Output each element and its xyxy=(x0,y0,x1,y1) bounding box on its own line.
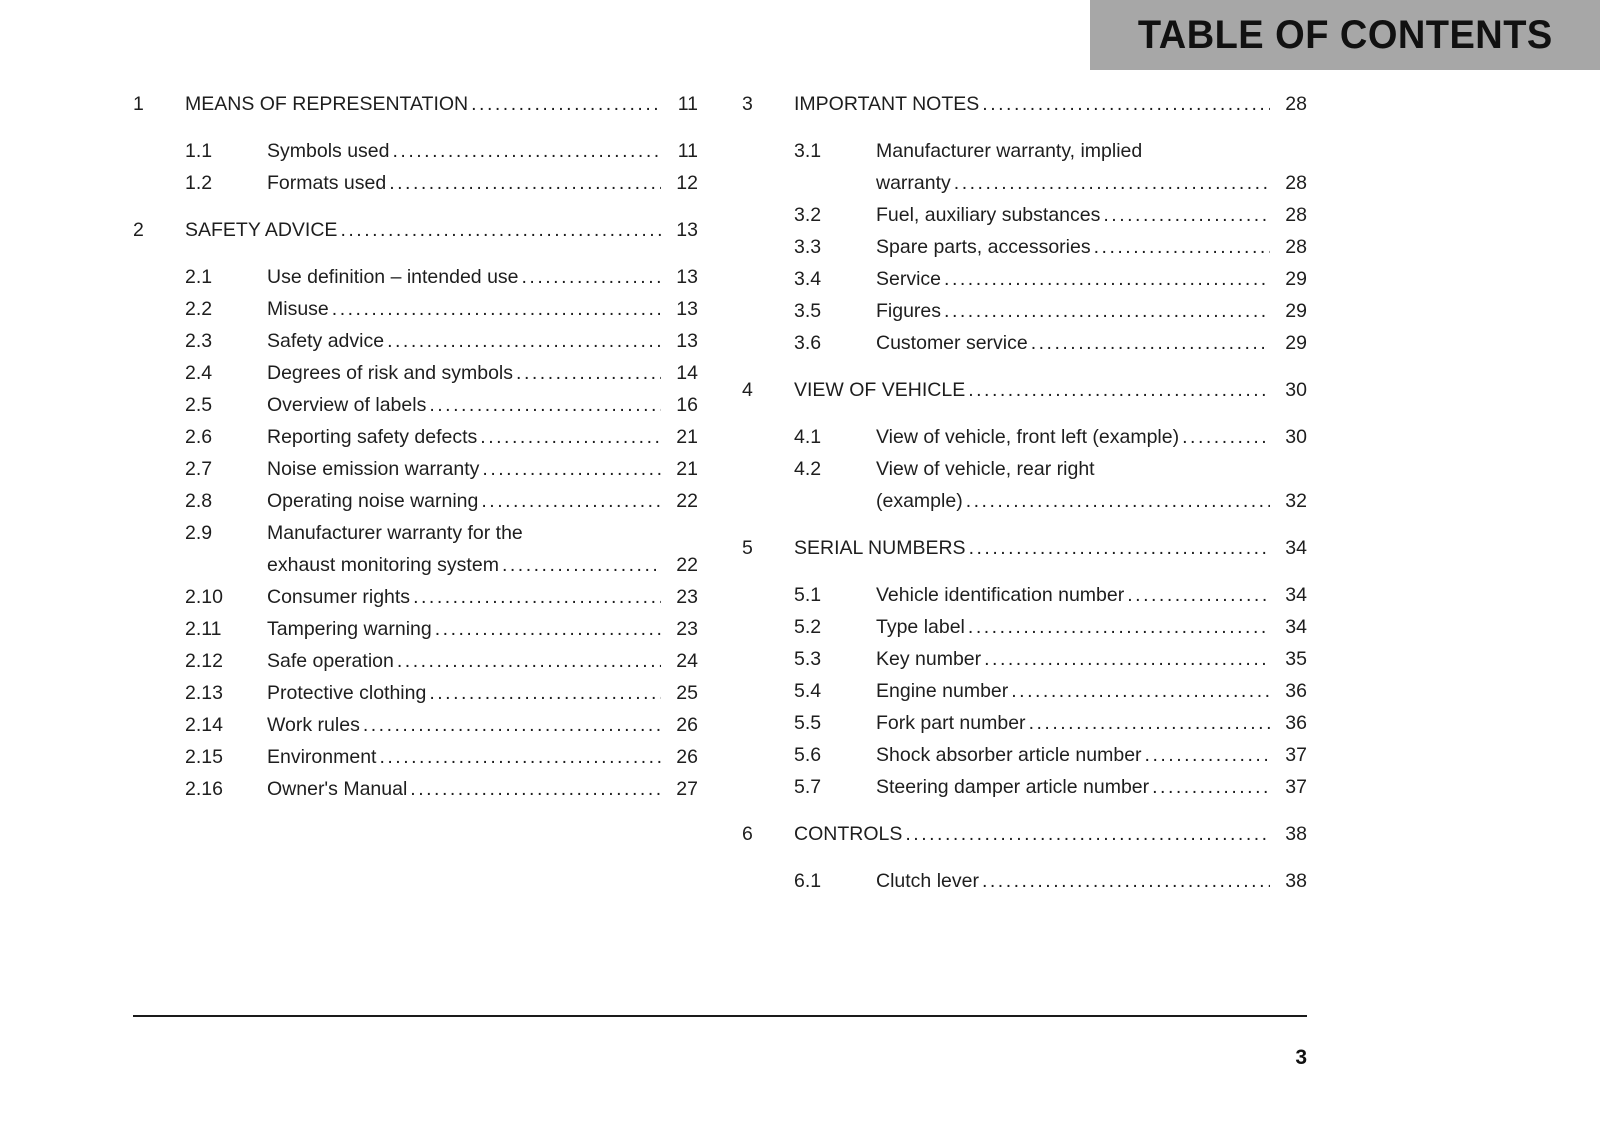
entry-body xyxy=(876,579,1307,611)
entry-number: 2.15 xyxy=(185,746,223,768)
toc-entry-row xyxy=(133,261,698,293)
dot-leader xyxy=(968,611,1270,643)
entry-page: 22 xyxy=(676,490,698,512)
toc-line xyxy=(794,818,1307,850)
entry-body xyxy=(876,771,1307,803)
dot-leader xyxy=(480,421,661,453)
dot-leader xyxy=(471,88,661,120)
entry-page: 14 xyxy=(676,362,698,384)
entry-body xyxy=(267,357,698,389)
dot-leader xyxy=(429,677,661,709)
entry-title: Degrees of risk and symbols xyxy=(267,362,514,384)
entry-page: 36 xyxy=(1285,712,1307,734)
entry-page: 13 xyxy=(676,330,698,352)
section-title: CONTROLS xyxy=(794,823,903,845)
entry-page: 13 xyxy=(676,298,698,320)
toc-line xyxy=(794,374,1307,406)
toc-entry-row xyxy=(133,357,698,389)
toc-line xyxy=(876,485,1307,517)
toc-line xyxy=(267,773,698,805)
section-title: IMPORTANT NOTES xyxy=(794,93,980,115)
entry-body xyxy=(267,421,698,453)
entry-title: Safe operation xyxy=(267,650,394,672)
entry-number: 2.4 xyxy=(185,362,213,384)
section-title: MEANS OF REPRESENTATION xyxy=(185,93,469,115)
toc-entry-row xyxy=(133,135,698,167)
toc-section-row xyxy=(742,88,1307,120)
dot-leader xyxy=(969,532,1270,564)
toc-entry-row xyxy=(742,295,1307,327)
toc-line xyxy=(876,675,1307,707)
dot-leader xyxy=(413,581,661,613)
entry-body xyxy=(876,739,1307,771)
toc-line xyxy=(267,709,698,741)
section-page: 28 xyxy=(1285,93,1307,115)
toc-entry-row xyxy=(133,325,698,357)
entry-title: Vehicle identification number xyxy=(876,584,1125,606)
dot-leader xyxy=(379,741,661,773)
dot-leader xyxy=(482,453,661,485)
toc-line xyxy=(267,485,698,517)
dot-leader xyxy=(429,389,661,421)
toc-entry-row xyxy=(742,865,1307,897)
toc-line xyxy=(794,532,1307,564)
entry-page: 23 xyxy=(676,586,698,608)
entry-title: Reporting safety defects xyxy=(267,426,478,448)
entry-body xyxy=(267,389,698,421)
toc-section-row xyxy=(133,88,698,120)
toc-line xyxy=(876,327,1307,359)
entry-body xyxy=(267,325,698,357)
entry-body xyxy=(876,231,1307,263)
entry-page: 23 xyxy=(676,618,698,640)
entry-number: 2.14 xyxy=(185,714,223,736)
entry-body xyxy=(267,613,698,645)
toc-entry-row xyxy=(742,643,1307,675)
section-number: 3 xyxy=(742,93,753,115)
entry-title: exhaust monitoring system xyxy=(267,554,499,576)
toc-column xyxy=(742,88,1307,897)
entry-title: Customer service xyxy=(876,332,1028,354)
entry-body xyxy=(876,295,1307,327)
section-page: 38 xyxy=(1285,823,1307,845)
entry-number: 1.1 xyxy=(185,140,213,162)
entry-page: 37 xyxy=(1285,776,1307,798)
entry-title: warranty xyxy=(876,172,951,194)
entry-body xyxy=(267,261,698,293)
dot-leader xyxy=(1152,771,1270,803)
toc-line xyxy=(267,421,698,453)
toc-line xyxy=(267,581,698,613)
section-body xyxy=(794,374,1307,406)
entry-number: 5.5 xyxy=(794,712,822,734)
toc-entry-row xyxy=(742,231,1307,263)
entry-page: 28 xyxy=(1285,204,1307,226)
dot-leader xyxy=(435,613,661,645)
section-body xyxy=(794,88,1307,120)
dot-leader xyxy=(968,374,1270,406)
dot-leader xyxy=(410,773,661,805)
toc-line xyxy=(876,865,1307,897)
entry-title: Fork part number xyxy=(876,712,1026,734)
entry-page: 29 xyxy=(1285,268,1307,290)
toc-entry-row xyxy=(133,741,698,773)
section-page: 30 xyxy=(1285,379,1307,401)
toc-section-row xyxy=(742,818,1307,850)
toc-entry-row xyxy=(742,611,1307,643)
toc-line xyxy=(876,579,1307,611)
toc-line xyxy=(267,549,698,581)
toc-entry-row xyxy=(133,677,698,709)
entry-page: 30 xyxy=(1285,426,1307,448)
entry-number: 2.10 xyxy=(185,586,223,608)
toc-line xyxy=(267,677,698,709)
toc-line xyxy=(267,261,698,293)
entry-title: Consumer rights xyxy=(267,586,411,608)
toc-line xyxy=(876,611,1307,643)
entry-title: Manufacturer warranty, implied xyxy=(876,140,1143,162)
entry-page: 16 xyxy=(676,394,698,416)
toc-line xyxy=(267,167,698,199)
entry-page: 32 xyxy=(1285,490,1307,512)
entry-number: 2.2 xyxy=(185,298,213,320)
entry-title: Manufacturer warranty for the xyxy=(267,522,523,544)
entry-number: 2.12 xyxy=(185,650,223,672)
entry-page: 34 xyxy=(1285,616,1307,638)
entry-title: Clutch lever xyxy=(876,870,979,892)
section-page: 34 xyxy=(1285,537,1307,559)
dot-leader xyxy=(982,865,1270,897)
entry-number: 3.3 xyxy=(794,236,822,258)
dot-leader xyxy=(502,549,661,581)
dot-leader xyxy=(1182,421,1270,453)
toc-line xyxy=(876,199,1307,231)
section-number: 4 xyxy=(742,379,753,401)
entry-body xyxy=(267,453,698,485)
entry-title: Work rules xyxy=(267,714,360,736)
dot-leader xyxy=(363,709,661,741)
toc-line xyxy=(185,88,698,120)
toc-section-row xyxy=(742,532,1307,564)
dot-leader xyxy=(389,167,661,199)
entry-body xyxy=(876,327,1307,359)
toc-section-row xyxy=(742,374,1307,406)
toc-line xyxy=(267,389,698,421)
toc-line xyxy=(267,453,698,485)
entry-number: 2.11 xyxy=(185,618,222,640)
toc-entry-row xyxy=(742,739,1307,771)
toc-entry-row xyxy=(133,581,698,613)
entry-page: 13 xyxy=(676,266,698,288)
entry-number: 5.4 xyxy=(794,680,822,702)
dot-leader xyxy=(944,263,1270,295)
entry-title: Overview of labels xyxy=(267,394,427,416)
entry-page: 21 xyxy=(676,426,698,448)
dot-leader xyxy=(1103,199,1270,231)
entry-number: 5.6 xyxy=(794,744,822,766)
toc-line xyxy=(185,214,698,246)
entry-title: Formats used xyxy=(267,172,387,194)
dot-leader xyxy=(387,325,661,357)
toc-entry-row xyxy=(742,421,1307,453)
dot-leader xyxy=(1011,675,1270,707)
toc-line xyxy=(876,421,1307,453)
toc-line xyxy=(876,707,1307,739)
entry-title: Use definition – intended use xyxy=(267,266,519,288)
entry-body xyxy=(267,581,698,613)
toc-line xyxy=(267,357,698,389)
dot-leader xyxy=(392,135,661,167)
entry-title: Engine number xyxy=(876,680,1009,702)
entry-page: 38 xyxy=(1285,870,1307,892)
entry-page: 25 xyxy=(676,682,698,704)
dot-leader xyxy=(481,485,661,517)
toc-line xyxy=(876,771,1307,803)
toc-entry-row xyxy=(133,421,698,453)
entry-title: Symbols used xyxy=(267,140,390,162)
toc-line xyxy=(876,231,1307,263)
toc-entry-row xyxy=(133,709,698,741)
toc-entry-row xyxy=(133,167,698,199)
entry-body xyxy=(876,135,1307,199)
entry-body xyxy=(876,263,1307,295)
entry-number: 5.1 xyxy=(794,584,822,606)
toc-entry-row xyxy=(742,707,1307,739)
toc-line xyxy=(267,325,698,357)
entry-body xyxy=(267,677,698,709)
entry-number: 2.6 xyxy=(185,426,213,448)
dot-leader xyxy=(340,214,661,246)
toc-line xyxy=(267,613,698,645)
entry-title: Owner's Manual xyxy=(267,778,408,800)
entry-page: 29 xyxy=(1285,332,1307,354)
page-title: TABLE OF CONTENTS xyxy=(1137,12,1553,57)
entry-title: Shock absorber article number xyxy=(876,744,1142,766)
entry-page: 28 xyxy=(1285,236,1307,258)
toc-line xyxy=(267,135,698,167)
entry-title: Tampering warning xyxy=(267,618,432,640)
entry-number: 3.5 xyxy=(794,300,822,322)
toc-entry-row xyxy=(133,293,698,325)
toc-entry-row xyxy=(742,263,1307,295)
entry-page: 22 xyxy=(676,554,698,576)
section-title: SERIAL NUMBERS xyxy=(794,537,966,559)
toc-line xyxy=(876,135,1307,167)
section-body xyxy=(185,214,698,246)
dot-leader xyxy=(1127,579,1270,611)
section-body xyxy=(794,818,1307,850)
entry-body xyxy=(267,485,698,517)
entry-title: Misuse xyxy=(267,298,329,320)
dot-leader xyxy=(522,261,661,293)
footer-rule xyxy=(133,1015,1307,1017)
dot-leader xyxy=(332,293,661,325)
entry-title: View of vehicle, front left (example) xyxy=(876,426,1180,448)
toc-entry-row xyxy=(742,453,1307,517)
entry-title: Key number xyxy=(876,648,982,670)
entry-number: 4.1 xyxy=(794,426,822,448)
entry-number: 2.7 xyxy=(185,458,213,480)
entry-page: 29 xyxy=(1285,300,1307,322)
toc-entry-row xyxy=(742,675,1307,707)
section-body xyxy=(794,532,1307,564)
entry-body xyxy=(876,421,1307,453)
dot-leader xyxy=(1029,707,1270,739)
entry-body xyxy=(267,293,698,325)
toc-line xyxy=(267,741,698,773)
entry-page: 26 xyxy=(676,746,698,768)
entry-number: 6.1 xyxy=(794,870,822,892)
section-page: 13 xyxy=(676,219,698,241)
entry-number: 3.4 xyxy=(794,268,822,290)
entry-body xyxy=(267,645,698,677)
toc-entry-row xyxy=(742,579,1307,611)
toc-entry-row xyxy=(133,517,698,581)
entry-title: Steering damper article number xyxy=(876,776,1150,798)
entry-number: 3.6 xyxy=(794,332,822,354)
entry-body xyxy=(267,741,698,773)
dot-leader xyxy=(1094,231,1270,263)
dot-leader xyxy=(966,485,1270,517)
entry-number: 2.13 xyxy=(185,682,223,704)
entry-page: 21 xyxy=(676,458,698,480)
toc-line xyxy=(876,739,1307,771)
entry-number: 2.9 xyxy=(185,522,213,544)
toc-line xyxy=(876,167,1307,199)
entry-page: 24 xyxy=(676,650,698,672)
section-number: 1 xyxy=(133,93,144,115)
entry-number: 4.2 xyxy=(794,458,822,480)
toc-entry-row xyxy=(742,135,1307,199)
entry-page: 37 xyxy=(1285,744,1307,766)
entry-title: Environment xyxy=(267,746,377,768)
entry-number: 5.3 xyxy=(794,648,822,670)
toc-line xyxy=(267,645,698,677)
toc-entry-row xyxy=(133,389,698,421)
dot-leader xyxy=(982,88,1270,120)
section-number: 5 xyxy=(742,537,753,559)
entry-page: 36 xyxy=(1285,680,1307,702)
dot-leader xyxy=(905,818,1270,850)
toc-entry-row xyxy=(133,613,698,645)
dot-leader xyxy=(1031,327,1270,359)
entry-body xyxy=(267,517,698,581)
entry-body xyxy=(876,199,1307,231)
entry-body xyxy=(876,611,1307,643)
section-number: 6 xyxy=(742,823,753,845)
dot-leader xyxy=(1145,739,1270,771)
entry-body xyxy=(267,167,698,199)
entry-number: 2.3 xyxy=(185,330,213,352)
section-title: VIEW OF VEHICLE xyxy=(794,379,966,401)
entry-number: 3.1 xyxy=(794,140,822,162)
toc-entry-row xyxy=(742,327,1307,359)
toc-line xyxy=(876,295,1307,327)
toc-line xyxy=(267,293,698,325)
entry-page: 27 xyxy=(676,778,698,800)
entry-body xyxy=(876,707,1307,739)
entry-number: 2.5 xyxy=(185,394,213,416)
entry-body xyxy=(876,453,1307,517)
toc-entry-row xyxy=(742,771,1307,803)
entry-page: 11 xyxy=(677,140,698,162)
entry-body xyxy=(876,675,1307,707)
section-title: SAFETY ADVICE xyxy=(185,219,338,241)
toc-columns xyxy=(133,88,1307,897)
dot-leader xyxy=(944,295,1270,327)
toc-entry-row xyxy=(133,773,698,805)
entry-title: Safety advice xyxy=(267,330,385,352)
entry-title: Operating noise warning xyxy=(267,490,479,512)
dot-leader xyxy=(984,643,1270,675)
toc-entry-row xyxy=(133,485,698,517)
toc-entry-row xyxy=(742,199,1307,231)
entry-title: Service xyxy=(876,268,942,290)
section-page: 11 xyxy=(677,93,698,115)
toc-line xyxy=(267,517,698,549)
section-number: 2 xyxy=(133,219,144,241)
dot-leader xyxy=(397,645,661,677)
toc-section-row xyxy=(133,214,698,246)
header-band xyxy=(1090,0,1600,70)
entry-page: 26 xyxy=(676,714,698,736)
entry-number: 2.1 xyxy=(185,266,213,288)
toc-line xyxy=(876,263,1307,295)
entry-title: Spare parts, accessories xyxy=(876,236,1091,258)
entry-body xyxy=(876,865,1307,897)
entry-title: Type label xyxy=(876,616,965,638)
entry-number: 2.8 xyxy=(185,490,213,512)
entry-number: 5.2 xyxy=(794,616,822,638)
entry-body xyxy=(267,773,698,805)
entry-page: 12 xyxy=(676,172,698,194)
section-body xyxy=(185,88,698,120)
footer-page-number: 3 xyxy=(1295,1046,1307,1069)
entry-body xyxy=(267,709,698,741)
entry-page: 35 xyxy=(1285,648,1307,670)
entry-number: 2.16 xyxy=(185,778,223,800)
toc-line xyxy=(876,643,1307,675)
entry-number: 1.2 xyxy=(185,172,213,194)
entry-title: Figures xyxy=(876,300,942,322)
entry-number: 3.2 xyxy=(794,204,822,226)
entry-title: View of vehicle, rear right xyxy=(876,458,1095,480)
dot-leader xyxy=(954,167,1270,199)
toc-line xyxy=(876,453,1307,485)
entry-title: Protective clothing xyxy=(267,682,427,704)
entry-body xyxy=(876,643,1307,675)
dot-leader xyxy=(516,357,661,389)
toc-entry-row xyxy=(133,645,698,677)
entry-title: (example) xyxy=(876,490,963,512)
toc-line xyxy=(794,88,1307,120)
toc-entry-row xyxy=(133,453,698,485)
toc-column xyxy=(133,88,698,897)
entry-title: Fuel, auxiliary substances xyxy=(876,204,1101,226)
entry-body xyxy=(267,135,698,167)
entry-page: 34 xyxy=(1285,584,1307,606)
entry-number: 5.7 xyxy=(794,776,822,798)
entry-page: 28 xyxy=(1285,172,1307,194)
entry-title: Noise emission warranty xyxy=(267,458,480,480)
